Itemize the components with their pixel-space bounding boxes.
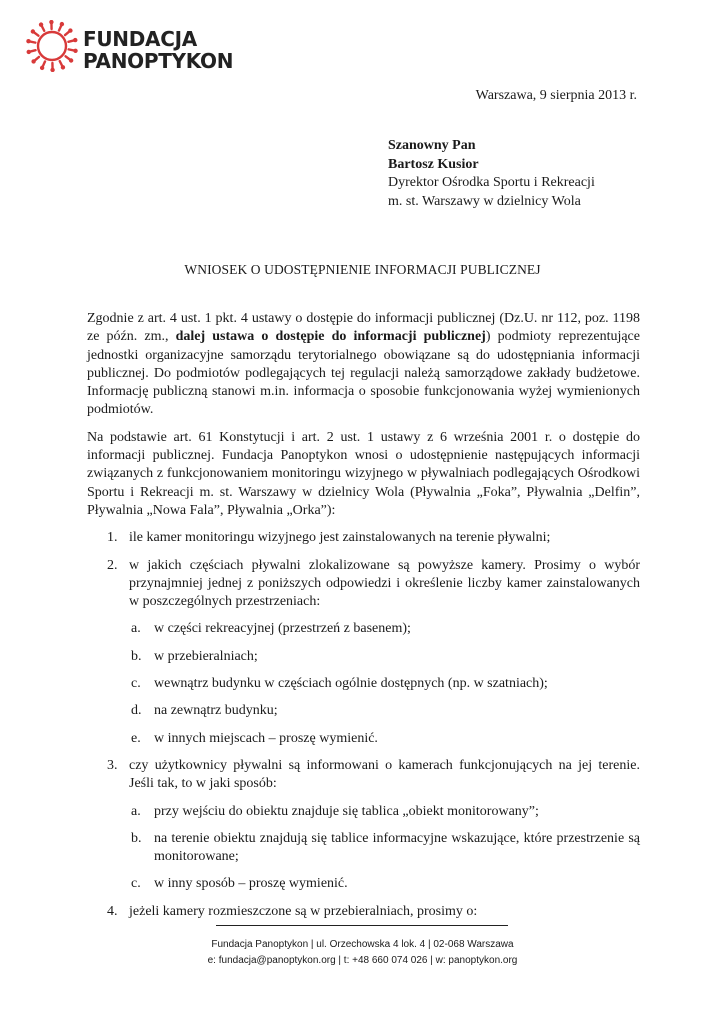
logo-line-2: PANOPTYKON [83, 49, 234, 73]
sublist-item-letter: b. [131, 830, 142, 846]
footer [0, 937, 725, 969]
list-item [87, 557, 640, 612]
list-item-text: ile kamer monitoringu wizyjnego jest zainstalowanych na terenie pływalni; [129, 530, 551, 546]
sublist-item [131, 648, 640, 666]
footer-contact: e: fundacja@panoptykon.org | t: +48 660 074 026 | w: panoptykon.org [207, 955, 518, 966]
sublist-item [131, 620, 640, 638]
sublist-item-text: w innych miejscach – proszę wymienić. [154, 730, 378, 746]
list-item-text: czy użytkownicy pływalni są informowani o kamerach funkcjonujących na jej terenie. Jeśli tak, to w jaki sposób: [129, 757, 640, 792]
addressee-block [388, 137, 595, 211]
sublist-item-text: w inny sposób – proszę wymienić. [154, 876, 348, 892]
logo-ray-dot [73, 38, 77, 42]
list-item-text: jeżeli kamery rozmieszczone są w przebieralniach, prosimy o: [129, 903, 478, 919]
document-title: WNIOSEK O UDOSTĘPNIENIE INFORMACJI PUBLICZNEJ [184, 262, 541, 277]
addressee-name: Bartosz Kusior [388, 156, 479, 172]
addressee-position: Dyrektor Ośrodka Sportu i Rekreacji [388, 175, 595, 190]
list-item [87, 529, 640, 547]
sublist-item-text: w przebieralniach; [154, 648, 258, 664]
list-item-text: w jakich częściach pływalni zlokalizowane są powyższe kamery. Prosimy o wybór przynajmniej jednej z poniższych odpowiedzi i określenie liczby kamer zainstalowanych w poszczególnych przestrzeniach: [129, 557, 640, 610]
para1-text-start: Zgodnie z art. 4 ust. 1 pkt. 4 ustawy o dostępie do informacji publicznej (Dz.U. nr 112, poz. 1198 ze późn. zm., [87, 311, 640, 345]
sublist-item [131, 702, 640, 720]
sublist-item-letter: a. [131, 803, 141, 819]
logo-ray-dot [40, 66, 44, 70]
sublist-item-text: w części rekreacyjnej (przestrzeń z basenem); [154, 621, 411, 637]
sublist [87, 803, 640, 894]
logo-ray-dot [27, 50, 31, 54]
sublist-item-letter: c. [131, 876, 141, 892]
logo-ray-dot [61, 65, 65, 69]
sublist-item [131, 730, 640, 748]
letter-body [87, 310, 640, 930]
para1-bold-term: dalej ustawa o dostępie do informacji publicznej [175, 329, 486, 345]
paragraph-legal-basis [87, 310, 640, 420]
logo-ray-dot [31, 59, 35, 63]
sublist-item-letter: d. [131, 703, 142, 719]
logo-ray-dot [60, 22, 64, 26]
list-item-group [87, 757, 640, 894]
addressee-location: m. st. Warszawy w dzielnicy Wola [388, 193, 581, 209]
sublist-item [131, 830, 640, 867]
sublist-item-text: przy wejściu do obiektu znajduje się tablica „obiekt monitorowany”; [154, 803, 539, 819]
footer-address: Fundacja Panoptykon | ul. Orzechowska 4 lok. 4 | 02-068 Warszawa [211, 939, 514, 950]
sublist-item-letter: c. [131, 676, 141, 692]
footer-divider [216, 925, 508, 926]
list-item [87, 757, 640, 794]
sublist-item-letter: e. [131, 730, 141, 746]
sublist-item-letter: b. [131, 648, 142, 664]
list-item [87, 903, 640, 921]
addressee-salutation: Szanowny Pan [388, 138, 476, 153]
logo-ray-dot [26, 39, 30, 43]
logo-wordmark [83, 28, 233, 72]
letter-date: Warszawa, 9 sierpnia 2013 r. [475, 88, 637, 103]
logo-ray-dot [31, 29, 35, 33]
logo-ray-dot [39, 22, 43, 26]
list-item-group [87, 557, 640, 748]
sublist-item [131, 803, 640, 821]
list-item-number: 3. [107, 757, 118, 773]
list-item-number: 4. [107, 903, 118, 919]
list-item-number: 2. [107, 557, 118, 573]
list-item-number: 1. [107, 530, 118, 546]
logo-ray-dot [73, 49, 77, 53]
sublist-item [131, 675, 640, 693]
sublist-item [131, 875, 640, 893]
paragraph-request: Na podstawie art. 61 Konstytucji i art. 2 ust. 1 ustawy z 6 września 2001 r. o dostępie do informacji publicznej. Fundacja Panoptykon wnosi o udostępnienie następujących informacji związanych z funkcjonowaniem monitoringu wizyjnego w pływalniach podlegających Ośrodkowi Sportu i Rekreacji m. st. Warszawy w dzielnicy Wola (Pływalnia „Foka”, Pływalnia „Delfin”, Pływalnia „Nowa Fala”, Pływalnia „Orka”): [87, 429, 640, 518]
sublist-item-letter: a. [131, 621, 141, 637]
logo-ray-dot [69, 58, 73, 62]
sublist-item-text: wewnątrz budynku w częściach ogólnie dostępnych (np. w szatniach); [154, 676, 548, 692]
logo-ray-dot [49, 20, 53, 24]
sublist-item-text: na zewnątrz budynku; [154, 703, 278, 719]
sublist-item-text: na terenie obiektu znajdują się tablice informacyjne wskazujące, które przestrzenie są monitorowane; [154, 830, 640, 865]
logo-line-1: FUNDACJA [83, 27, 197, 51]
sublist [87, 620, 640, 747]
panoptykon-logo-icon [26, 20, 78, 72]
foundation-logo [26, 20, 234, 82]
request-list [87, 529, 640, 921]
para1-text-end: ) podmioty reprezentujące jednostki organizacyjne samorządu terytorialnego obowiązane są do udostępniania informacji publicznej. Do podmiotów podlegających tej regulacji należą samorządowe zakłady budżetowe. Informację publiczną stanowi m.in. informacja o sposobie funkcjonowania wyżej wymienionych podmiotów. [87, 329, 640, 418]
logo-ray-dot [68, 28, 72, 32]
logo-ray-dot [50, 68, 54, 72]
